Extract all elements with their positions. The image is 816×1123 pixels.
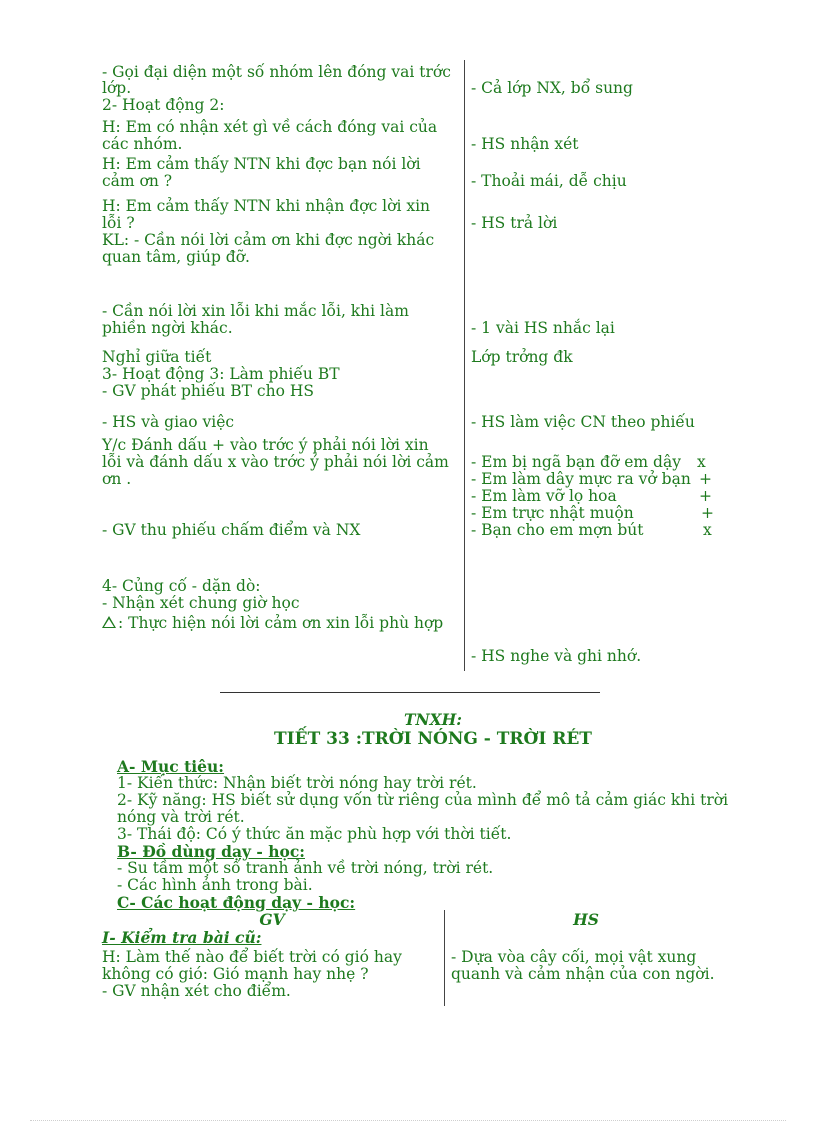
check-right-1: - Dựa vòa cây cối, mọi vật xung [451, 948, 697, 966]
left-line-24 [102, 615, 443, 632]
left-line-4: H: Em có nhận xét gì về cách đóng vai của [102, 118, 438, 136]
left-line-13: phiền ngời khác. [102, 319, 233, 337]
a-item-1: 1- Kiến thức: Nhận biết trời nóng hay trời rét. [117, 774, 477, 792]
section-a-heading: A- Mục tiêu: [117, 757, 225, 776]
left-line-14: Nghỉ giữa tiết [102, 348, 212, 366]
left-line-19: lỗi và đánh dấu x vào trớc ý phải nói lời cảm [102, 453, 449, 471]
left-line-3: 2- Hoạt động 2: [102, 96, 225, 114]
right-line-6: Lớp trởng đk [471, 348, 573, 366]
right-line-12: - Bạn cho em mợn bút [471, 521, 644, 539]
section-c-heading: C- Các hoạt động dạy - học: [117, 893, 356, 912]
mark-3: + [699, 487, 712, 505]
left-line-1: - Gọi đại diện một số nhóm lên đóng vai trớc [102, 63, 451, 81]
column-header-hs: HS [573, 910, 599, 929]
a-item-2: 2- Kỹ năng: HS biết sử dụng vốn từ riêng của mình để mô tả cảm giác khi trời [117, 791, 729, 809]
subject-label: TNXH: [403, 710, 463, 729]
right-line-9: - Em làm dây mực ra vở bạn [471, 470, 691, 488]
right-line-13: - HS nghe và ghi nhớ. [471, 647, 642, 665]
right-line-8: - Em bị ngã bạn đỡ em dậy [471, 453, 681, 471]
column-header-gv: GV [259, 910, 285, 929]
right-line-4: - HS trả lời [471, 214, 558, 232]
right-line-3: - Thoải mái, dễ chịu [471, 172, 627, 190]
check-left-2: không có gió: Gió mạnh hay nhẹ ? [102, 965, 369, 983]
lesson-title: TIẾT 33 :TRỜI NÓNG - TRỜI RÉT [274, 729, 592, 749]
right-line-7: - HS làm việc CN theo phiếu [471, 413, 695, 431]
check-left-3: - GV nhận xét cho điểm. [102, 982, 291, 1000]
right-line-11: - Em trực nhật muộn [471, 504, 634, 522]
triangle-icon [102, 616, 116, 628]
mark-2: + [699, 470, 712, 488]
left-line-5: các nhóm. [102, 135, 183, 153]
mark-5: x [703, 521, 712, 539]
left-line-22: 4- Củng cố - dặn dò: [102, 577, 261, 595]
b-item-2: - Các hình ảnh trong bài. [117, 876, 313, 894]
left-line-7: cảm ơn ? [102, 172, 173, 190]
left-line-16: - GV phát phiếu BT cho HS [102, 382, 314, 400]
check-right-2: quanh và cảm nhận của con ngời. [451, 965, 715, 983]
left-line-10: KL: - Cần nói lời cảm ơn khi đợc ngời khác [102, 231, 435, 249]
left-line-8: H: Em cảm thấy NTN khi nhận đợc lời xin [102, 197, 431, 215]
upper-table-divider [464, 60, 465, 671]
section-b-heading: B- Đồ dùng dạy - học: [117, 842, 305, 861]
check-left-1: H: Làm thế nào để biết trời có gió hay [102, 948, 402, 966]
left-line-20: ơn . [102, 470, 132, 488]
page-bottom-border [30, 1120, 786, 1121]
left-line-2: lớp. [102, 79, 132, 97]
homework-note: : Thực hiện nói lời cảm ơn xin lỗi phù hợp [118, 614, 444, 632]
section-separator [220, 692, 600, 693]
left-line-6: H: Em cảm thấy NTN khi đợc bạn nói lời [102, 155, 421, 173]
b-item-1: - Su tầm một số tranh ảnh về trời nóng, trời rét. [117, 859, 494, 877]
right-line-1: - Cả lớp NX, bổ sung [471, 79, 633, 97]
left-line-11: quan tâm, giúp đỡ. [102, 248, 250, 266]
right-line-10: - Em làm vỡ lọ hoa [471, 487, 617, 505]
check-heading: I- Kiểm tra bài cũ: [102, 928, 262, 947]
mark-1: x [697, 453, 706, 471]
left-line-15: 3- Hoạt động 3: Làm phiếu BT [102, 365, 340, 383]
right-line-5: - 1 vài HS nhắc lại [471, 319, 615, 337]
a-item-4: 3- Thái độ: Có ý thức ăn mặc phù hợp với thời tiết. [117, 825, 512, 843]
a-item-3: nóng và trời rét. [117, 808, 245, 826]
left-line-17: - HS và giao việc [102, 413, 235, 431]
lower-table-divider [444, 910, 445, 1006]
right-line-2: - HS nhận xét [471, 135, 579, 153]
left-line-9: lỗi ? [102, 214, 135, 232]
left-line-18: Y/c Đánh dấu + vào trớc ý phải nói lời xin [102, 436, 429, 454]
left-line-23: - Nhận xét chung giờ học [102, 594, 300, 612]
left-line-12: - Cần nói lời xin lỗi khi mắc lỗi, khi làm [102, 302, 409, 320]
left-line-21: - GV thu phiếu chấm điểm và NX [102, 521, 361, 539]
mark-4: + [701, 504, 714, 522]
